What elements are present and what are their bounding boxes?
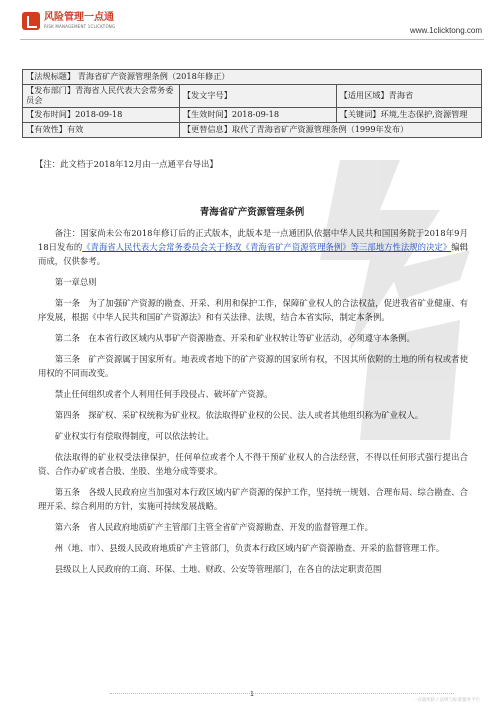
page-header bbox=[0, 0, 504, 40]
site-logo[interactable] bbox=[22, 10, 115, 32]
source-decision-link[interactable]: 《青海省人民代表大会常务委员会关于修改《青海省矿产资源管理条例》等三部地方性法规的决定》 bbox=[82, 242, 452, 252]
meta-title-cell: 【法规标题】 青海省矿产资源管理条例（2018年修正） bbox=[23, 70, 482, 85]
meta-issue-date-cell: 【发布时间】2018-09-18 bbox=[23, 107, 180, 122]
meta-update-cell: 【更替信息】取代了青海省矿产资源管理条例（1999年发布） bbox=[179, 122, 481, 137]
article-2: 第二条 在本省行政区域内从事矿产资源勘查、开采和矿业权转让等矿业活动，必须遵守本条例。 bbox=[54, 333, 415, 343]
footer-slogan: 一点通风险 / 法规与标准服务平台 bbox=[412, 698, 480, 703]
chapter-heading: 第一章总则 bbox=[54, 277, 97, 287]
meta-effective-date-cell: 【生效时间】2018-09-18 bbox=[179, 107, 336, 122]
meta-docno-cell: 【发文字号】 bbox=[179, 85, 336, 108]
article-4-clause-c: 依法取得的矿业权受法律保护，任何单位或者个人不得干预矿业权人的合法经营，不得以任何形式强行提出合资、合作办矿或者合股、坐股、坐地分成等要求。 bbox=[38, 452, 468, 476]
article-3: 第三条 矿产资源属于国家所有。地表或者地下的矿产资源的国家所有权，不因其所依附的土地的所有权或者使用权的不同而改变。 bbox=[38, 354, 468, 378]
logo-subtitle: RISK MANAGEMENT 1CLICKTONG bbox=[44, 24, 116, 29]
article-1: 第一条 为了加强矿产资源的勘查、开采、利用和保护工作，保障矿业权人的合法权益，促进我省矿业健康、有序发展，根据《中华人民共和国矿产资源法》和有关法律、法规，结合本省实际，制定本条例。 bbox=[38, 298, 468, 322]
remark-paragraph bbox=[38, 226, 468, 268]
meta-issuer-cell: 【发布部门】青海省人民代表大会常务委员会 bbox=[23, 85, 180, 108]
header-divider bbox=[20, 39, 484, 40]
article-6: 第六条 省人民政府地质矿产主管部门主管全省矿产资源勘查、开发的监督管理工作。 bbox=[54, 522, 374, 532]
document-body bbox=[38, 226, 468, 583]
page-number: 1 bbox=[250, 691, 254, 698]
article-3-clause: 禁止任何组织或者个人利用任何手段侵占、破坏矿产资源。 bbox=[54, 389, 273, 399]
meta-keywords-cell: 【关键词】环境,生态保护,资源管理 bbox=[336, 107, 482, 122]
remark-text-pre: 备注：国家尚未公布2018年修订后的正式版本，此版本是一点通团队依据中华人民共和国国务院于2018年9月18日发布的 bbox=[38, 228, 468, 252]
metadata-table bbox=[22, 69, 482, 138]
article-4-clause-b: 矿业权实行有偿取得制度，可以依法转让。 bbox=[54, 431, 214, 441]
document-title: 青海省矿产资源管理条例 bbox=[199, 207, 305, 218]
article-6-clause-c: 县级以上人民政府的工商、环保、土地、财政、公安等管理部门，在各自的法定职责范围 bbox=[54, 564, 382, 574]
article-4: 第四条 探矿权、采矿权统称为矿业权。依法取得矿业权的公民、法人或者其他组织称为矿业权人。 bbox=[54, 410, 424, 420]
export-note: 【注：此文档于2018年12月由一点通平台导出】 bbox=[35, 159, 218, 169]
article-5: 第五条 各级人民政府应当加强对本行政区域内矿产资源的保护工作，坚持统一规划、合理布局、综合勘查、合理开采、综合利用的方针，实施可持续发展战略。 bbox=[38, 487, 468, 511]
site-url[interactable]: www.1clicktong.com bbox=[409, 26, 482, 35]
meta-validity-cell: 【有效性】有效 bbox=[23, 122, 180, 137]
article-6-clause-b: 州（地、市）、县级人民政府地质矿产主管部门，负责本行政区域内矿产资源勘查、开采的监督管理工作。 bbox=[54, 543, 445, 553]
logo-icon bbox=[22, 12, 40, 30]
remark-text-post: 编辑而成，仅供参考。 bbox=[38, 242, 468, 266]
meta-region-cell: 【适用区域】青海省 bbox=[336, 85, 482, 108]
logo-title: 风险管理一点通 bbox=[44, 12, 114, 23]
